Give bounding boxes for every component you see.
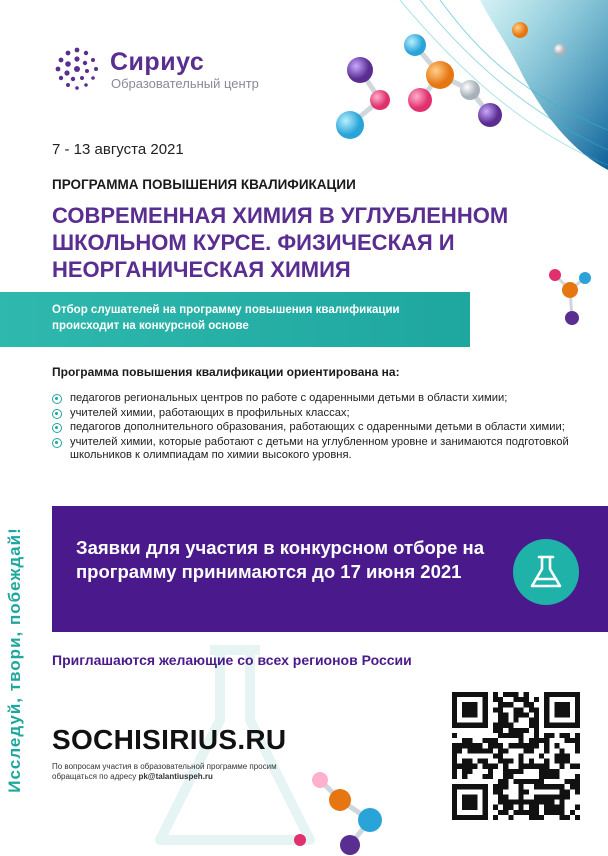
qr-module [534, 718, 539, 723]
qr-module [534, 764, 539, 769]
qr-module [539, 738, 544, 743]
audience-item-text: педагогов региональных центров по работе с одаренными детьми в области химии; [70, 392, 508, 404]
qr-module [498, 753, 503, 758]
qr-module [544, 774, 549, 779]
audience-item-text: педагогов дополнительного образования, работающих с одаренными детьми в области химии; [70, 421, 565, 434]
qr-module [493, 815, 498, 820]
qr-module [560, 800, 565, 805]
qr-module [503, 810, 508, 815]
qr-module [539, 753, 544, 758]
qr-module [539, 800, 544, 805]
qr-module [534, 784, 539, 789]
qr-module [519, 759, 524, 764]
qr-module [493, 697, 498, 702]
qr-module [560, 764, 565, 769]
qr-module [503, 805, 508, 810]
slogan-text: Исследуй, твори, побеждай! [5, 527, 24, 793]
qr-module [513, 733, 518, 738]
program-title: СОВРЕМЕННАЯ ХИМИЯ В УГЛУБЛЕННОМ ШКОЛЬНОМ КУРСЕ. ФИЗИЧЕСКАЯ И НЕОРГАНИЧЕСКАЯ ХИМИЯ [52, 203, 509, 282]
qr-module [534, 743, 539, 748]
qr-module [513, 779, 518, 784]
qr-module [544, 805, 549, 810]
bullet-icon [52, 423, 62, 433]
qr-module [483, 774, 488, 779]
qr-module [508, 769, 513, 774]
qr-module [575, 733, 580, 738]
qr-module [519, 712, 524, 717]
list-item [52, 392, 587, 406]
qr-module [513, 769, 518, 774]
qr-module [452, 748, 457, 753]
qr-module [493, 753, 498, 758]
qr-module [467, 743, 472, 748]
qr-module [519, 784, 524, 789]
selection-text: Отбор слушателей на программу повышения квалификации происходит на конкурсной основе [52, 304, 400, 332]
qr-module [452, 759, 457, 764]
qr-module [493, 784, 498, 789]
qr-module [575, 774, 580, 779]
qr-module [483, 764, 488, 769]
qr-module [498, 759, 503, 764]
qr-module [524, 692, 529, 697]
qr-module [513, 697, 518, 702]
brand-name: Сириус [110, 48, 205, 76]
qr-module [524, 764, 529, 769]
qr-module [498, 779, 503, 784]
qr-module [478, 743, 483, 748]
qr-module [554, 753, 559, 758]
qr-module [529, 723, 534, 728]
qr-module [452, 733, 457, 738]
qr-module [560, 805, 565, 810]
qr-module [544, 759, 549, 764]
qr-module [524, 697, 529, 702]
qr-module [488, 764, 493, 769]
qr-module [483, 748, 488, 753]
qr-module [513, 800, 518, 805]
qr-module [493, 738, 498, 743]
qr-module [462, 774, 467, 779]
qr-module [529, 805, 534, 810]
qr-module [498, 810, 503, 815]
qr-module [462, 764, 467, 769]
qr-module [503, 779, 508, 784]
qr-module [503, 692, 508, 697]
qr-module [529, 800, 534, 805]
flask-icon [513, 539, 579, 605]
qr-code [452, 692, 580, 820]
qr-module [529, 702, 534, 707]
invite-text: Приглашаются желающие со всех регионов России [52, 652, 412, 668]
qr-module [498, 702, 503, 707]
qr-module [503, 723, 508, 728]
flask-badge [513, 539, 579, 605]
qr-module [529, 748, 534, 753]
qr-module [503, 784, 508, 789]
qr-module [513, 728, 518, 733]
qr-module [493, 707, 498, 712]
qr-module [503, 702, 508, 707]
qr-module [570, 779, 575, 784]
qr-module [493, 805, 498, 810]
qr-module [534, 779, 539, 784]
qr-module [498, 800, 503, 805]
qr-module [570, 764, 575, 769]
audience-title: Программа повышения квалификации ориентирована на: [52, 365, 400, 379]
qr-module [519, 733, 524, 738]
qr-module [519, 738, 524, 743]
qr-module [565, 794, 570, 799]
qr-module [539, 764, 544, 769]
qr-module [524, 748, 529, 753]
qr-module [498, 784, 503, 789]
qr-module [575, 784, 580, 789]
qr-module [544, 784, 549, 789]
list-item [52, 436, 587, 463]
qr-module [560, 759, 565, 764]
qr-module [554, 794, 559, 799]
qr-module [544, 748, 549, 753]
qr-module [457, 748, 462, 753]
qr-module [457, 764, 462, 769]
list-item [52, 407, 587, 421]
qr-module [478, 748, 483, 753]
qr-module [513, 718, 518, 723]
molecules-decoration [320, 0, 608, 170]
qr-module [554, 743, 559, 748]
qr-module [462, 743, 467, 748]
qr-module [519, 779, 524, 784]
event-dates: 7 - 13 августа 2021 [52, 141, 184, 158]
qr-module [493, 743, 498, 748]
qr-module [544, 743, 549, 748]
qr-module [503, 712, 508, 717]
qr-module [493, 789, 498, 794]
qr-module [534, 805, 539, 810]
qr-module [560, 789, 565, 794]
qr-module [508, 759, 513, 764]
audience-list [52, 392, 587, 464]
qr-finder [462, 702, 477, 717]
qr-module [565, 738, 570, 743]
qr-module [467, 764, 472, 769]
qr-module [575, 805, 580, 810]
qr-module [493, 723, 498, 728]
qr-module [524, 789, 529, 794]
qr-module [560, 753, 565, 758]
qr-module [544, 769, 549, 774]
qr-module [575, 748, 580, 753]
qr-module [508, 733, 513, 738]
qr-module [498, 743, 503, 748]
sirius-logo-icon [52, 44, 102, 94]
bullet-icon [52, 409, 62, 419]
qr-module [549, 810, 554, 815]
qr-module [524, 702, 529, 707]
qr-module [498, 718, 503, 723]
qr-module [565, 733, 570, 738]
qr-module [560, 784, 565, 789]
qr-module [452, 753, 457, 758]
qr-module [488, 774, 493, 779]
qr-module [508, 800, 513, 805]
qr-module [544, 794, 549, 799]
brand-logo [52, 44, 292, 94]
qr-module [513, 712, 518, 717]
qr-module [457, 743, 462, 748]
qr-module [498, 794, 503, 799]
qr-module [539, 774, 544, 779]
qr-module [519, 764, 524, 769]
qr-module [560, 733, 565, 738]
qr-module [508, 692, 513, 697]
qr-module [529, 743, 534, 748]
qr-module [524, 810, 529, 815]
qr-module [503, 759, 508, 764]
qr-module [519, 805, 524, 810]
qr-module [544, 810, 549, 815]
qr-module [462, 769, 467, 774]
qr-module [478, 759, 483, 764]
qr-module [534, 733, 539, 738]
qr-module [462, 738, 467, 743]
qr-module [524, 800, 529, 805]
qr-module [575, 779, 580, 784]
qr-module [534, 800, 539, 805]
qr-module [503, 733, 508, 738]
qr-module [529, 779, 534, 784]
qr-module [508, 815, 513, 820]
bullet-icon [52, 394, 62, 404]
qr-module [513, 707, 518, 712]
qr-module [483, 759, 488, 764]
qr-module [503, 794, 508, 799]
deadline-text: Заявки для участия в конкурсном отборе на программу принимаются до 17 июня 2021 [76, 537, 484, 582]
qr-module [519, 789, 524, 794]
qr-module [498, 707, 503, 712]
qr-module [549, 733, 554, 738]
qr-module [554, 784, 559, 789]
qr-module [549, 794, 554, 799]
qr-module [519, 810, 524, 815]
qr-module [534, 794, 539, 799]
qr-module [519, 743, 524, 748]
qr-module [534, 738, 539, 743]
qr-finder [462, 794, 477, 809]
qr-module [534, 810, 539, 815]
qr-module [513, 810, 518, 815]
qr-module [539, 794, 544, 799]
qr-module [549, 805, 554, 810]
qr-module [493, 764, 498, 769]
qr-module [575, 764, 580, 769]
qr-module [483, 738, 488, 743]
qr-module [534, 712, 539, 717]
qr-module [549, 769, 554, 774]
selection-banner [0, 292, 470, 347]
qr-module [467, 738, 472, 743]
qr-module [503, 800, 508, 805]
qr-module [539, 779, 544, 784]
audience-item-text: учителей химии, которые работают с детьми на углубленном уровне и занимаются подготовкой школьников к олимпиадам по химии высокого уровня. [70, 435, 569, 462]
qr-module [554, 810, 559, 815]
qr-module [519, 728, 524, 733]
side-slogan [0, 490, 30, 830]
audience-item-text: учителей химии, работающих в профильных классах; [70, 406, 350, 419]
qr-module [575, 738, 580, 743]
qr-module [554, 774, 559, 779]
qr-module [544, 738, 549, 743]
program-label: ПРОГРАММА ПОВЫШЕНИЯ КВАЛИФИКАЦИИ [52, 177, 356, 192]
qr-module [575, 815, 580, 820]
qr-module [513, 692, 518, 697]
qr-module [519, 753, 524, 758]
qr-module [503, 769, 508, 774]
qr-module [503, 764, 508, 769]
qr-module [570, 738, 575, 743]
qr-module [467, 759, 472, 764]
qr-module [498, 733, 503, 738]
qr-module [519, 794, 524, 799]
contact-info [52, 762, 312, 782]
bullet-icon [52, 438, 62, 448]
qr-module [529, 810, 534, 815]
qr-module [549, 784, 554, 789]
qr-finder [554, 702, 569, 717]
qr-module [534, 723, 539, 728]
qr-module [508, 774, 513, 779]
qr-module [452, 774, 457, 779]
qr-module [575, 743, 580, 748]
qr-module [498, 712, 503, 717]
qr-module [498, 723, 503, 728]
qr-module [560, 794, 565, 799]
qr-module [544, 764, 549, 769]
qr-module [519, 800, 524, 805]
qr-module [467, 769, 472, 774]
qr-module [467, 748, 472, 753]
brand-subtitle: Образовательный центр [111, 76, 259, 91]
qr-module [503, 718, 508, 723]
qr-module [508, 743, 513, 748]
qr-module [570, 810, 575, 815]
qr-module [534, 728, 539, 733]
qr-module [529, 718, 534, 723]
qr-module [539, 784, 544, 789]
qr-module [498, 789, 503, 794]
qr-module [549, 774, 554, 779]
qr-module [493, 728, 498, 733]
qr-module [452, 764, 457, 769]
qr-module [524, 728, 529, 733]
qr-module [529, 707, 534, 712]
qr-module [498, 697, 503, 702]
qr-module [534, 697, 539, 702]
qr-module [570, 784, 575, 789]
qr-module [508, 723, 513, 728]
qr-module [493, 692, 498, 697]
deadline-banner [52, 506, 608, 632]
qr-module [472, 743, 477, 748]
qr-module [519, 697, 524, 702]
qr-module [544, 800, 549, 805]
qr-module [565, 815, 570, 820]
qr-module [560, 748, 565, 753]
qr-module [529, 759, 534, 764]
qr-module [565, 779, 570, 784]
qr-module [539, 815, 544, 820]
qr-module [498, 728, 503, 733]
qr-module [524, 712, 529, 717]
qr-module [488, 738, 493, 743]
qr-module [498, 748, 503, 753]
qr-module [549, 800, 554, 805]
qr-module [539, 769, 544, 774]
qr-module [565, 753, 570, 758]
qr-module [488, 743, 493, 748]
qr-module [462, 759, 467, 764]
qr-module [565, 789, 570, 794]
qr-module [565, 759, 570, 764]
qr-module [534, 815, 539, 820]
qr-module [519, 769, 524, 774]
qr-module [508, 728, 513, 733]
qr-module [575, 789, 580, 794]
qr-module [452, 743, 457, 748]
qr-module [529, 764, 534, 769]
qr-module [529, 815, 534, 820]
list-item [52, 421, 587, 435]
qr-module [472, 748, 477, 753]
qr-module [534, 707, 539, 712]
qr-module [508, 805, 513, 810]
qr-module [524, 743, 529, 748]
qr-module [544, 733, 549, 738]
qr-module [560, 815, 565, 820]
contact-email[interactable]: pk@talantiuspeh.ru [138, 772, 213, 781]
qr-module [554, 805, 559, 810]
qr-module [513, 743, 518, 748]
qr-module [529, 738, 534, 743]
qr-module [554, 769, 559, 774]
contact-text: По вопросам участия в образовательной программе просим обращаться по адресу [52, 762, 277, 781]
qr-module [488, 769, 493, 774]
website-link[interactable]: SOCHISIRIUS.RU [52, 724, 287, 755]
qr-module [554, 759, 559, 764]
qr-module [560, 810, 565, 815]
qr-module [519, 707, 524, 712]
qr-module [503, 748, 508, 753]
qr-module [452, 769, 457, 774]
qr-module [488, 748, 493, 753]
qr-module [472, 764, 477, 769]
qr-module [524, 779, 529, 784]
qr-module [508, 702, 513, 707]
qr-module [503, 774, 508, 779]
